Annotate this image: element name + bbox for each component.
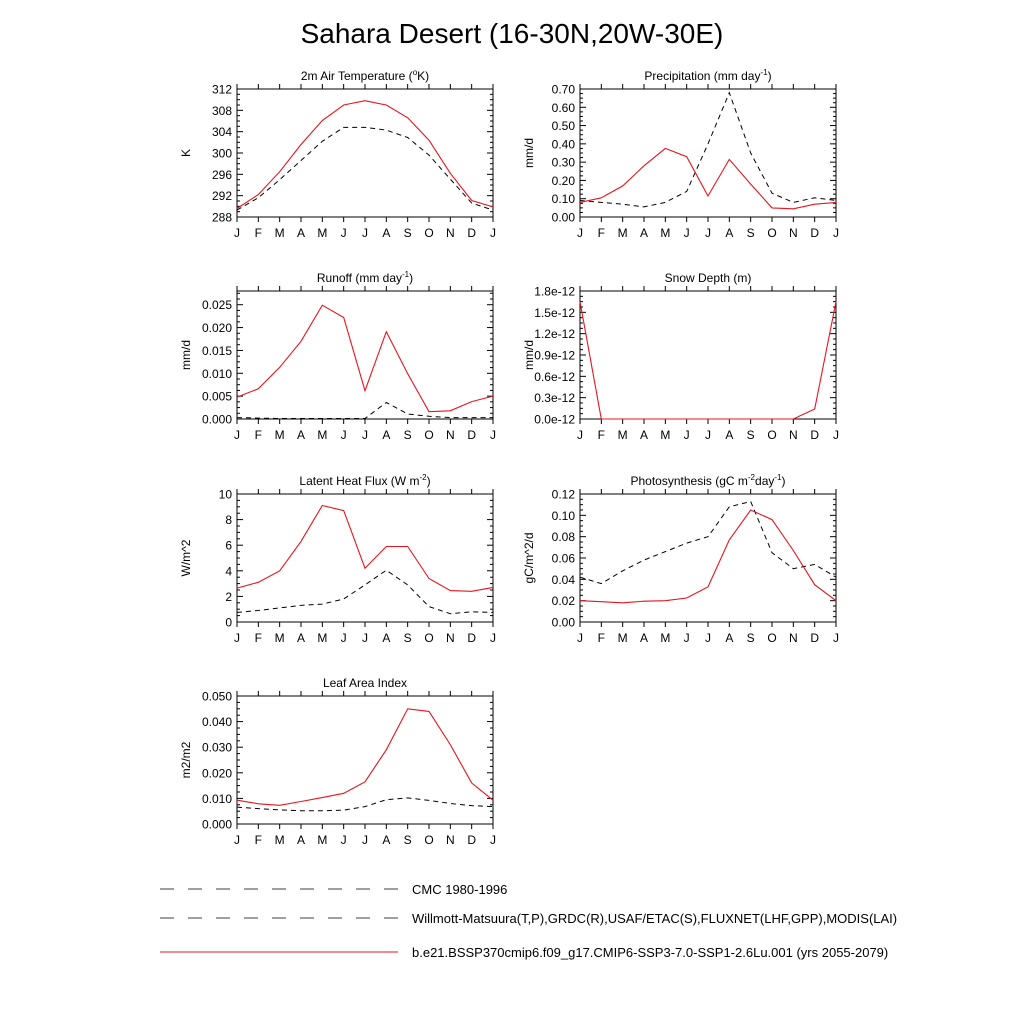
y-axis-label: mm/d [179, 340, 193, 370]
series-line-reference [237, 403, 493, 419]
x-tick-label: J [362, 226, 368, 240]
y-tick-label: 10 [218, 487, 232, 502]
x-tick-label: M [660, 428, 671, 442]
x-tick-label: M [660, 226, 671, 240]
x-tick-label: O [424, 833, 434, 847]
chart-title-text: Latent Heat Flux (W m [299, 474, 420, 488]
series-line-model [580, 510, 836, 603]
chart-title [631, 473, 786, 488]
y-tick-label: 6 [225, 538, 232, 553]
chart-panel-5 [522, 473, 839, 645]
y-tick-label: 0.08 [551, 530, 575, 545]
x-tick-label: J [705, 226, 711, 240]
x-tick-label: A [725, 226, 734, 240]
x-tick-label: J [490, 226, 496, 240]
x-tick-label: S [746, 428, 755, 442]
y-tick-label: 0.00 [551, 615, 575, 630]
x-tick-label: J [234, 226, 240, 240]
x-tick-label: F [254, 631, 263, 645]
y-tick-label: 0.10 [551, 508, 575, 523]
x-tick-label: J [362, 833, 368, 847]
chart-title-suffix: ) [426, 474, 431, 488]
chart-title-text: 2m Air Temperature ( [300, 69, 413, 83]
x-tick-label: F [254, 226, 263, 240]
y-tick-label: 0.000 [201, 817, 232, 832]
x-tick-label: O [767, 226, 777, 240]
x-tick-label: J [234, 631, 240, 645]
x-tick-label: A [296, 226, 306, 240]
x-tick-label: J [490, 833, 496, 847]
y-tick-label: 0.20 [551, 173, 575, 188]
x-tick-label: J [490, 631, 496, 645]
y-tick-label: 288 [211, 210, 232, 225]
x-tick-label: N [788, 631, 798, 645]
x-tick-label: D [810, 631, 820, 645]
x-tick-label: M [317, 428, 328, 442]
x-tick-label: J [833, 226, 839, 240]
plot-frame [237, 89, 493, 217]
y-tick-label: 0.10 [551, 192, 575, 207]
series-line-reference [237, 570, 493, 614]
x-tick-label: N [788, 226, 798, 240]
legend-label-model: b.e21.BSSP370cmip6.f09_g17.CMIP6-SSP3-7.0-SSP1-2.6Lu.001 (yrs 2055-2079) [412, 945, 889, 960]
chart-title-suffix: day [755, 474, 775, 488]
y-tick-label: 0.50 [551, 119, 575, 134]
chart-title-text: Runoff (mm day [316, 271, 403, 285]
y-tick-label: 292 [211, 189, 232, 204]
legend-label-cmc: CMC 1980-1996 [412, 882, 508, 897]
y-tick-label: 0.9e-12 [534, 348, 575, 363]
x-tick-label: J [234, 833, 240, 847]
x-tick-label: N [445, 428, 455, 442]
y-tick-label: 0 [225, 615, 232, 630]
chart-title-text: Snow Depth (m) [664, 271, 752, 285]
y-axis-label: W/m^2 [179, 539, 193, 577]
x-tick-label: A [639, 631, 649, 645]
y-tick-label: 0.050 [201, 689, 232, 704]
x-tick-label: F [597, 631, 606, 645]
x-tick-label: A [382, 428, 391, 442]
series-line-model [580, 148, 836, 208]
x-tick-label: A [296, 428, 306, 442]
y-tick-label: 0.70 [551, 82, 575, 97]
plot-frame [580, 291, 836, 419]
y-tick-label: 0.030 [201, 740, 232, 755]
x-tick-label: M [617, 226, 628, 240]
y-tick-label: 4 [225, 564, 232, 579]
y-axis-label: m2/m2 [179, 741, 193, 779]
x-tick-label: A [639, 428, 649, 442]
y-tick-label: 0.30 [551, 155, 575, 170]
y-tick-label: 0.00 [551, 210, 575, 225]
x-tick-label: F [254, 428, 263, 442]
y-tick-label: 308 [211, 103, 232, 118]
y-tick-label: 0.010 [201, 791, 232, 806]
x-tick-label: O [767, 428, 777, 442]
x-tick-label: M [317, 631, 328, 645]
y-tick-label: 312 [211, 82, 232, 97]
y-tick-label: 0.010 [201, 366, 232, 381]
y-tick-label: 0.3e-12 [534, 391, 575, 406]
chart-title [644, 68, 771, 83]
chart-title-suffix: K) [417, 69, 430, 83]
x-tick-label: D [810, 428, 820, 442]
y-tick-label: 8 [225, 513, 232, 528]
y-tick-label: 0.000 [201, 412, 232, 427]
chart-title-text: Leaf Area Index [322, 676, 408, 690]
chart-title-suffix: ) [767, 69, 772, 83]
x-tick-label: A [296, 631, 306, 645]
chart-panel-2 [179, 270, 496, 442]
x-tick-label: S [403, 631, 412, 645]
x-tick-label: A [382, 833, 391, 847]
x-tick-label: D [810, 226, 820, 240]
x-tick-label: O [767, 631, 777, 645]
y-tick-label: 0.0e-12 [534, 412, 575, 427]
series-line-reference [580, 93, 836, 207]
x-tick-label: J [362, 428, 368, 442]
x-tick-label: J [683, 428, 690, 442]
y-tick-label: 0.06 [551, 551, 575, 566]
x-tick-label: S [746, 226, 755, 240]
x-tick-label: N [445, 833, 455, 847]
x-tick-label: A [639, 226, 649, 240]
x-tick-label: S [403, 428, 412, 442]
x-tick-label: J [833, 428, 839, 442]
x-tick-label: M [617, 428, 628, 442]
x-tick-label: M [274, 631, 285, 645]
x-tick-label: M [317, 226, 328, 240]
chart-title-text: Photosynthesis (gC m [630, 474, 748, 488]
y-tick-label: 1.5e-12 [534, 305, 575, 320]
x-tick-label: D [467, 226, 477, 240]
y-axis-label: gC/m^2/d [522, 532, 536, 584]
chart-panel-0 [179, 68, 496, 240]
x-tick-label: M [274, 428, 285, 442]
x-tick-label: A [725, 428, 734, 442]
page-title: Sahara Desert (16-30N,20W-30E) [300, 18, 724, 49]
x-tick-label: J [340, 428, 347, 442]
chart-title-text: Precipitation (mm day [644, 69, 761, 83]
series-line-model [237, 506, 493, 592]
x-tick-label: J [340, 631, 347, 645]
x-tick-label: A [725, 631, 734, 645]
x-tick-label: J [362, 631, 368, 645]
x-tick-label: D [467, 428, 477, 442]
y-tick-label: 0.40 [551, 137, 575, 152]
x-tick-label: F [254, 833, 263, 847]
x-tick-label: J [683, 226, 690, 240]
x-tick-label: J [340, 226, 347, 240]
chart-title [665, 271, 752, 285]
chart-panel-1 [522, 68, 839, 240]
y-axis-label: mm/d [522, 138, 536, 168]
series-line-model [237, 709, 493, 806]
x-tick-label: J [577, 631, 583, 645]
series-line-reference [580, 502, 836, 584]
chart-title-superscript: -2 [419, 473, 427, 482]
series-line-model [237, 101, 493, 209]
x-tick-label: M [317, 833, 328, 847]
x-tick-label: D [467, 631, 477, 645]
y-tick-label: 300 [211, 146, 232, 161]
x-tick-label: M [617, 631, 628, 645]
chart-title [301, 68, 429, 83]
x-tick-label: J [577, 428, 583, 442]
y-tick-label: 0.60 [551, 100, 575, 115]
y-tick-label: 304 [211, 125, 232, 140]
y-tick-label: 1.2e-12 [534, 327, 575, 342]
x-tick-label: M [274, 833, 285, 847]
y-tick-label: 0.025 [201, 298, 232, 313]
legend-label-observations: Willmott-Matsuura(T,P),GRDC(R),USAF/ETAC(S),FLUXNET(LHF,GPP),MODIS(LAI) [412, 911, 898, 926]
chart-title-superscript: -1 [774, 473, 782, 482]
x-tick-label: O [424, 226, 434, 240]
y-tick-label: 0.02 [551, 594, 575, 609]
series-line-reference [237, 798, 493, 811]
chart-panel-6 [179, 676, 496, 847]
y-axis-label: K [179, 148, 193, 158]
x-tick-label: M [660, 631, 671, 645]
chart-title-suffix: ) [409, 271, 414, 285]
y-tick-label: 296 [211, 167, 232, 182]
chart-title [299, 473, 430, 488]
y-tick-label: 0.020 [201, 766, 232, 781]
x-tick-label: J [340, 833, 347, 847]
chart-title [317, 270, 413, 285]
y-tick-label: 0.015 [201, 343, 232, 358]
chart-title-superscript: -1 [402, 270, 410, 279]
x-tick-label: J [833, 631, 839, 645]
x-tick-label: N [788, 428, 798, 442]
plot-frame [237, 291, 493, 419]
x-tick-label: J [705, 428, 711, 442]
x-tick-label: N [445, 226, 455, 240]
y-tick-label: 2 [225, 589, 232, 604]
chart-title [323, 676, 407, 690]
x-tick-label: J [683, 631, 690, 645]
y-tick-label: 0.12 [551, 487, 575, 502]
plot-frame [237, 494, 493, 622]
y-axis-label: mm/d [522, 340, 536, 370]
x-tick-label: J [234, 428, 240, 442]
y-tick-label: 0.020 [201, 321, 232, 336]
series-line-model [237, 305, 493, 412]
x-tick-label: S [403, 833, 412, 847]
chart-title-superscript: -1 [760, 68, 768, 77]
y-tick-label: 0.040 [201, 715, 232, 730]
series-line-model [580, 302, 836, 419]
x-tick-label: O [424, 631, 434, 645]
x-tick-label: O [424, 428, 434, 442]
y-tick-label: 0.6e-12 [534, 369, 575, 384]
x-tick-label: D [467, 833, 477, 847]
x-tick-label: J [490, 428, 496, 442]
x-tick-label: N [445, 631, 455, 645]
chart-title-suffix: ) [781, 474, 786, 488]
chart-panel-4 [179, 473, 496, 645]
x-tick-label: A [382, 631, 391, 645]
plot-frame [580, 89, 836, 217]
x-tick-label: A [296, 833, 306, 847]
x-tick-label: S [746, 631, 755, 645]
y-tick-label: 0.04 [551, 572, 575, 587]
x-tick-label: F [597, 226, 606, 240]
x-tick-label: S [403, 226, 412, 240]
x-tick-label: A [382, 226, 391, 240]
x-tick-label: M [274, 226, 285, 240]
series-line-reference [237, 127, 493, 210]
x-tick-label: J [577, 226, 583, 240]
chart-title-superscript: o [412, 68, 418, 77]
x-tick-label: J [705, 631, 711, 645]
x-tick-label: F [597, 428, 606, 442]
y-tick-label: 0.005 [201, 389, 232, 404]
chart-panel-3 [522, 271, 839, 442]
y-tick-label: 1.8e-12 [534, 284, 575, 299]
chart-title-superscript: -2 [747, 473, 756, 482]
